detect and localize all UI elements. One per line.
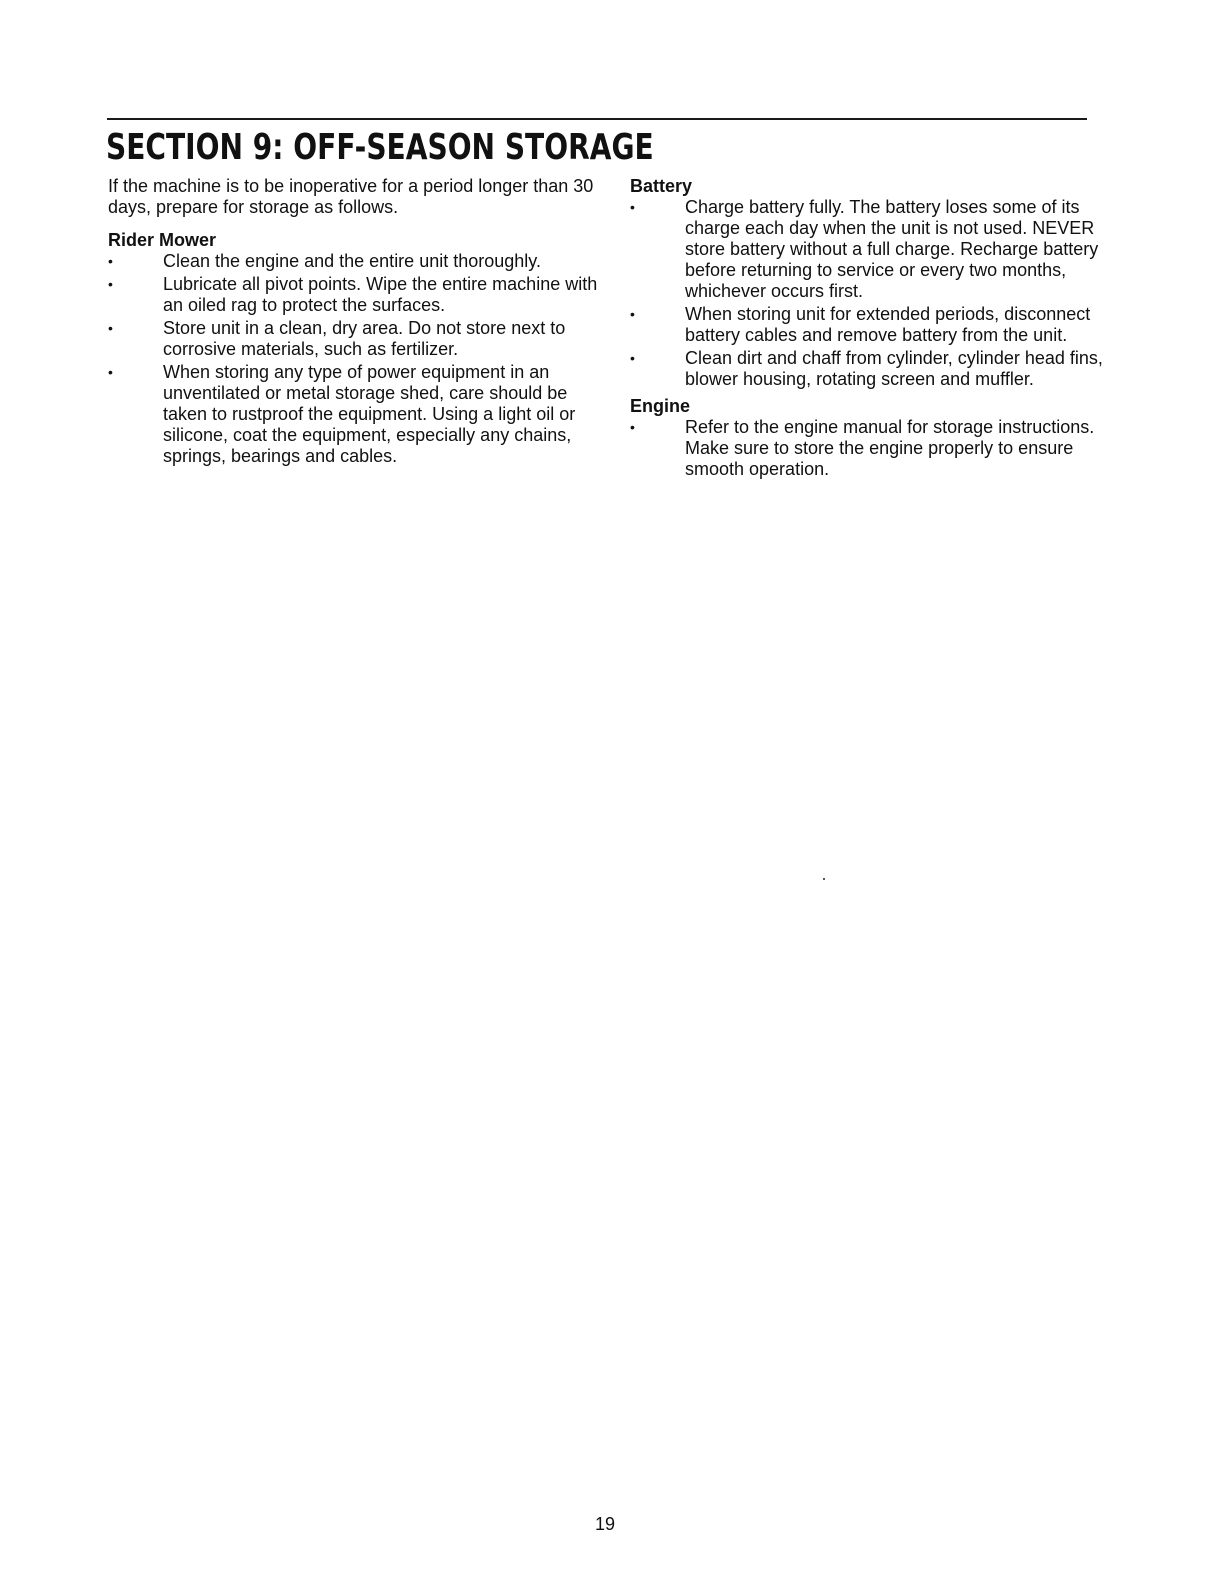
bullet-icon: • bbox=[108, 276, 113, 292]
list-item: • Store unit in a clean, dry area. Do not store next to corrosive materials, such as fertilizer. bbox=[108, 318, 566, 359]
bullet-icon: • bbox=[630, 419, 635, 435]
left-column bbox=[108, 176, 600, 469]
intro-paragraph: If the machine is to be inoperative for a period longer than 30 days, prepare for storage as follows. bbox=[108, 176, 594, 217]
list-item: • When storing unit for extended periods, disconnect battery cables and remove battery from the unit. bbox=[630, 304, 1091, 345]
bullet-icon: • bbox=[108, 320, 113, 336]
section-title: SECTION 9: OFF-SEASON STORAGE bbox=[106, 127, 654, 168]
right-column bbox=[630, 176, 1130, 482]
bullet-icon: • bbox=[630, 199, 635, 215]
scan-speck bbox=[823, 878, 825, 880]
bullet-icon: • bbox=[108, 253, 113, 269]
list-item: • Refer to the engine manual for storage instructions. Make sure to store the engine properly to ensure smooth operation. bbox=[630, 417, 1095, 479]
page-number: 19 bbox=[594, 1514, 616, 1534]
engine-list bbox=[630, 417, 1130, 480]
engine-heading: Engine bbox=[630, 396, 691, 416]
bullet-icon: • bbox=[108, 364, 113, 380]
rider-mower-heading: Rider Mower bbox=[108, 230, 217, 250]
list-item: • When storing any type of power equipment in an unventilated or metal storage shed, care should be taken to rustproof the equipment. Using a light oil or silicone, coat the equipment, especially any chains, springs, bearings and cables. bbox=[108, 362, 576, 466]
list-item: • Clean the engine and the entire unit thoroughly. bbox=[108, 251, 541, 271]
list-item: • Clean dirt and chaff from cylinder, cylinder head fins, blower housing, rotating screen and muffler. bbox=[630, 348, 1103, 389]
battery-heading: Battery bbox=[630, 176, 693, 196]
rider-mower-list bbox=[108, 251, 600, 467]
list-item: • Lubricate all pivot points. Wipe the entire machine with an oiled rag to protect the surfaces. bbox=[108, 274, 598, 315]
section-rule bbox=[107, 118, 1087, 120]
list-item: • Charge battery fully. The battery loses some of its charge each day when the unit is not used. NEVER store battery without a full charge. Recharge battery before returning to service or every two months, whichever occurs first. bbox=[630, 197, 1099, 301]
bullet-icon: • bbox=[630, 306, 635, 322]
battery-list bbox=[630, 197, 1130, 390]
bullet-icon: • bbox=[630, 350, 635, 366]
